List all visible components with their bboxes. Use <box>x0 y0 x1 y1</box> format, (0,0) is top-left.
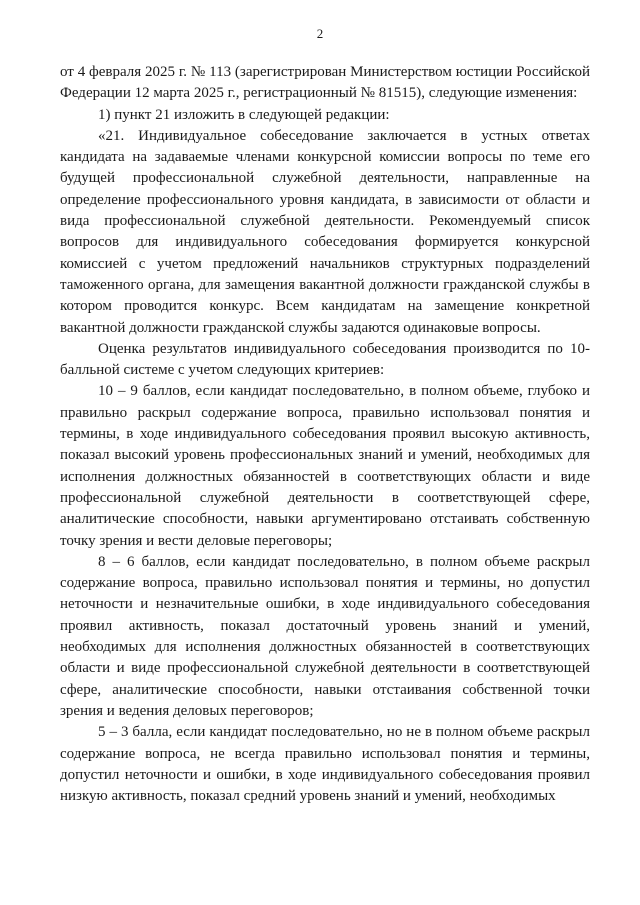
intro-paragraph: от 4 февраля 2025 г. № 113 (зарегистрирован Министерством юстиции Российской Федерации 12 марта 2025 г., регистрационный № 81515), следующие изменения: <box>60 64 590 102</box>
criteria-10-9-paragraph: 10 – 9 баллов, если кандидат последовательно, в полном объеме, глубоко и правильно раскрыл содержание вопроса, правильно использовал понятия и термины, в ходе индивидуального собеседования проявил высокую активность, показал высокий уровень профессиональных знаний и умений, необходимых для исполнения должностных обязанностей в соответствующих области и виде профессиональной служебной деятельности в соответствующей сфере, аналитические способности, навыки аргументировано отстаивать собственную точку зрения и вести деловые переговоры; <box>60 383 590 549</box>
criteria-8-6-paragraph: 8 – 6 баллов, если кандидат последовательно, в полном объеме раскрыл содержание вопроса, правильно использовал понятия и термины, но допустил неточности и незначительные ошибки, в ходе индивидуального собеседования проявил активность, показал достаточный уровень знаний и умений, необходимых для исполнения должностных обязанностей в соответствующих области и виде профессиональной служебной деятельности в соответствующей сфере, аналитические способности, навыки отстаивания собственной точки зрения и ведения деловых переговоров; <box>60 553 590 719</box>
document-body <box>60 62 590 807</box>
assessment-intro-paragraph: Оценка результатов индивидуального собеседования производится по 10-балльной системе с учетом следующих критериев: <box>60 340 590 379</box>
criteria-5-3-paragraph: 5 – 3 балла, если кандидат последовательно, но не в полном объеме раскрыл содержание вопроса, не всегда правильно использовал понятия и термины, допустил неточности и ошибки, в ходе индивидуального собеседования проявил низкую активность, показал средний уровень знаний и умений, необходимых <box>60 724 590 805</box>
amendment-item-paragraph: 1) пункт 21 изложить в следующей редакции: <box>98 106 390 123</box>
clause-21-paragraph: «21. Индивидуальное собеседование заключается в устных ответах кандидата на задаваемые членами конкурсной комиссии вопросы по теме его будущей профессиональной служебной деятельности, направленные на определение профессионального уровня кандидата, в зависимости от области и вида профессиональной служебной деятельности. Рекомендуемый список вопросов для индивидуального собеседования формируется конкурсной комиссией с учетом предложений начальников структурных подразделений таможенного органа, для замещения вакантной должности гражданской службы в котором проводится конкурс. Всем кандидатам на замещение конкретной вакантной должности гражданской службы задаются одинаковые вопросы. <box>60 127 590 336</box>
page-number: 2 <box>316 26 324 41</box>
